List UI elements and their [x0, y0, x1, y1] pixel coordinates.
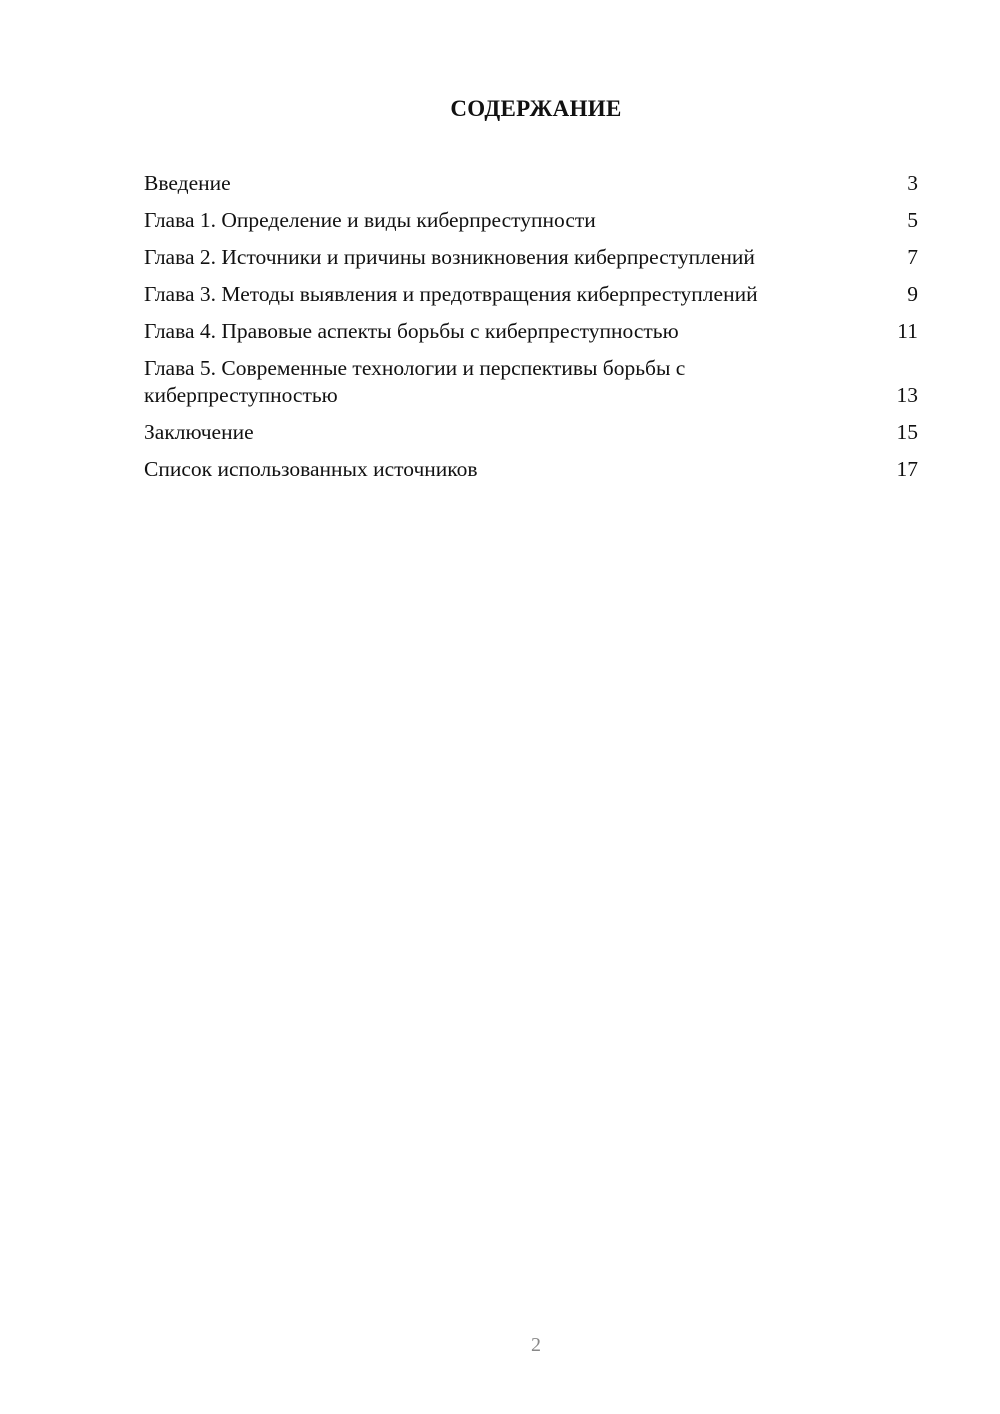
toc-entry-text: Заключение [144, 420, 254, 444]
toc-entry [144, 456, 918, 483]
toc-entry-text: Глава 1. Определение и виды киберпреступности [144, 208, 596, 232]
toc-entry [144, 281, 918, 308]
toc-entry-text: Глава 3. Методы выявления и предотвращения киберпреступлений [144, 282, 758, 306]
toc-entry-text: Введение [144, 171, 231, 195]
table-of-contents [144, 170, 918, 493]
toc-entry [144, 244, 918, 271]
toc-entry [144, 355, 918, 409]
page-number: 2 [531, 1334, 541, 1356]
toc-entry-page: 15 [896, 420, 918, 444]
toc-entry-text: Глава 2. Источники и причины возникновения киберпреступлений [144, 245, 755, 269]
toc-title: СОДЕРЖАНИЕ [450, 96, 622, 121]
toc-entry-text: Глава 4. Правовые аспекты борьбы с киберпреступностью [144, 319, 679, 343]
toc-entry [144, 419, 918, 446]
toc-entry-page: 9 [907, 282, 918, 306]
toc-entry-page: 13 [896, 383, 918, 407]
toc-entry-text: Список использованных источников [144, 457, 478, 481]
toc-entry-text: Глава 5. Современные технологии и перспективы борьбы с киберпреступностью [144, 356, 686, 407]
toc-entry [144, 318, 918, 345]
toc-entry-page: 17 [896, 457, 918, 481]
toc-entry-page: 11 [897, 319, 918, 343]
toc-entry-page: 7 [907, 245, 918, 269]
toc-entry [144, 170, 918, 197]
toc-entry-page: 3 [907, 171, 918, 195]
toc-entry-page: 5 [907, 208, 918, 232]
toc-entry [144, 207, 918, 234]
